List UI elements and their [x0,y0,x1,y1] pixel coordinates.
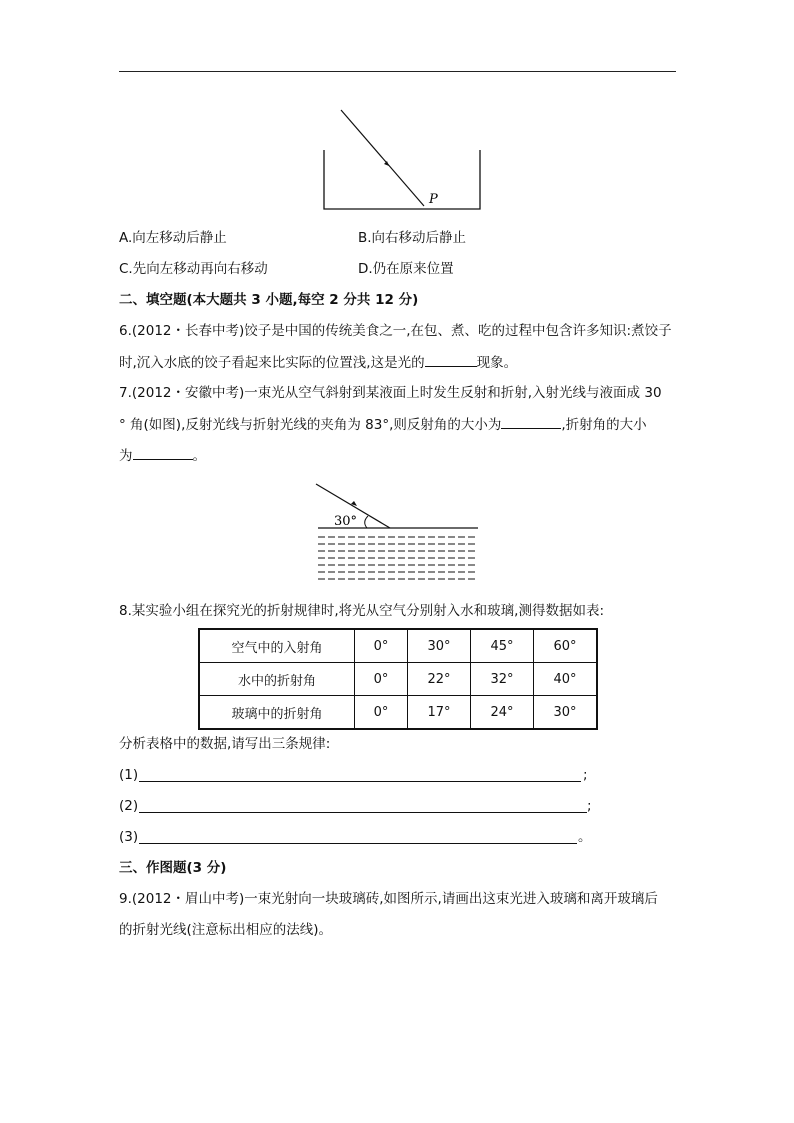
table-cell: 30° [534,696,598,730]
q6-line2-end: 现象。 [476,355,518,371]
container-outline [324,150,480,209]
q7-line3-end: 。 [192,448,206,464]
answer-label: (3) [119,829,139,845]
table-cell: 0° [355,629,408,663]
q9-line2: 的折射光线(注意标出相应的法线)。 [119,922,333,938]
table-cell: 17° [408,696,471,730]
option-c: C.先向左移动再向右移动 [119,261,268,277]
table-row [199,696,597,730]
q7-line1: 7.(2012・安徽中考)一束光从空气斜射到某液面上时发生反射和折射,入射光线与液面成 30 [119,385,662,401]
answer-label: (2) [119,798,139,814]
answer-end: ; [587,798,592,814]
q7-line2 [119,414,647,435]
row-label: 玻璃中的折射角 [199,696,355,730]
table-cell: 22° [408,663,471,696]
answer-label: (1) [119,767,139,783]
q6-line2 [119,352,517,373]
table-cell: 40° [534,663,598,696]
q7-reflection-blank[interactable] [501,414,561,429]
option-d: D.仍在原来位置 [358,261,454,277]
angle-arc [365,516,368,528]
table-cell: 45° [471,629,534,663]
q8-intro: 8.某实验小组在探究光的折射规律时,将光从空气分别射入水和玻璃,测得数据如表: [119,603,605,619]
table-cell: 30° [408,629,471,663]
q6-line1: 6.(2012・长春中考)饺子是中国的传统美食之一,在包、煮、吃的过程中包含许多知识:煮饺子 [119,323,672,339]
table-row [199,663,597,696]
angle-label: 30° [334,514,358,529]
q8-prompt: 分析表格中的数据,请写出三条规律: [119,736,331,752]
row-label: 水中的折射角 [199,663,355,696]
table-cell: 60° [534,629,598,663]
refraction-data-table [198,628,598,730]
q6-answer-blank[interactable] [425,352,477,367]
answer-line-1[interactable] [119,765,599,785]
liquid-hatching [318,537,478,579]
row-label: 空气中的入射角 [199,629,355,663]
answer-underline [139,781,581,782]
q7-refraction-blank[interactable] [133,445,193,460]
figure-liquid-surface [312,480,484,584]
header-rule [119,71,676,72]
answer-line-3[interactable] [119,827,599,847]
answer-underline [139,843,577,844]
table-cell: 0° [355,663,408,696]
table-cell: 0° [355,696,408,730]
q6-line2-text: 时,沉入水底的饺子看起来比实际的位置浅,这是光的 [119,355,425,371]
section3-title: 三、作图题(3 分) [119,860,227,876]
answer-end: 。 [578,829,592,845]
figure-container-ray [318,104,488,214]
option-b: B.向右移动后静止 [358,230,467,246]
answer-line-2[interactable] [119,796,599,816]
incident-ray [341,110,424,206]
table-cell: 24° [471,696,534,730]
section2-title: 二、填空题(本大题共 3 小题,每空 2 分共 12 分) [119,292,419,308]
q9-line1: 9.(2012・眉山中考)一束光射向一块玻璃砖,如图所示,请画出这束光进入玻璃和离开玻璃后 [119,891,658,907]
answer-underline [139,812,587,813]
q7-line2-end: ,折射角的大小 [561,417,647,433]
option-a: A.向左移动后静止 [119,230,227,246]
table-cell: 32° [471,663,534,696]
q7-line2-text: ° 角(如图),反射光线与折射光线的夹角为 83°,则反射角的大小为 [119,417,502,433]
point-p-label: P [429,192,438,207]
answer-end: ; [583,767,588,783]
ray-arrowhead [384,161,389,166]
q7-line3 [119,445,206,466]
q7-line3-text: 为 [119,448,133,464]
table-row [199,629,597,663]
